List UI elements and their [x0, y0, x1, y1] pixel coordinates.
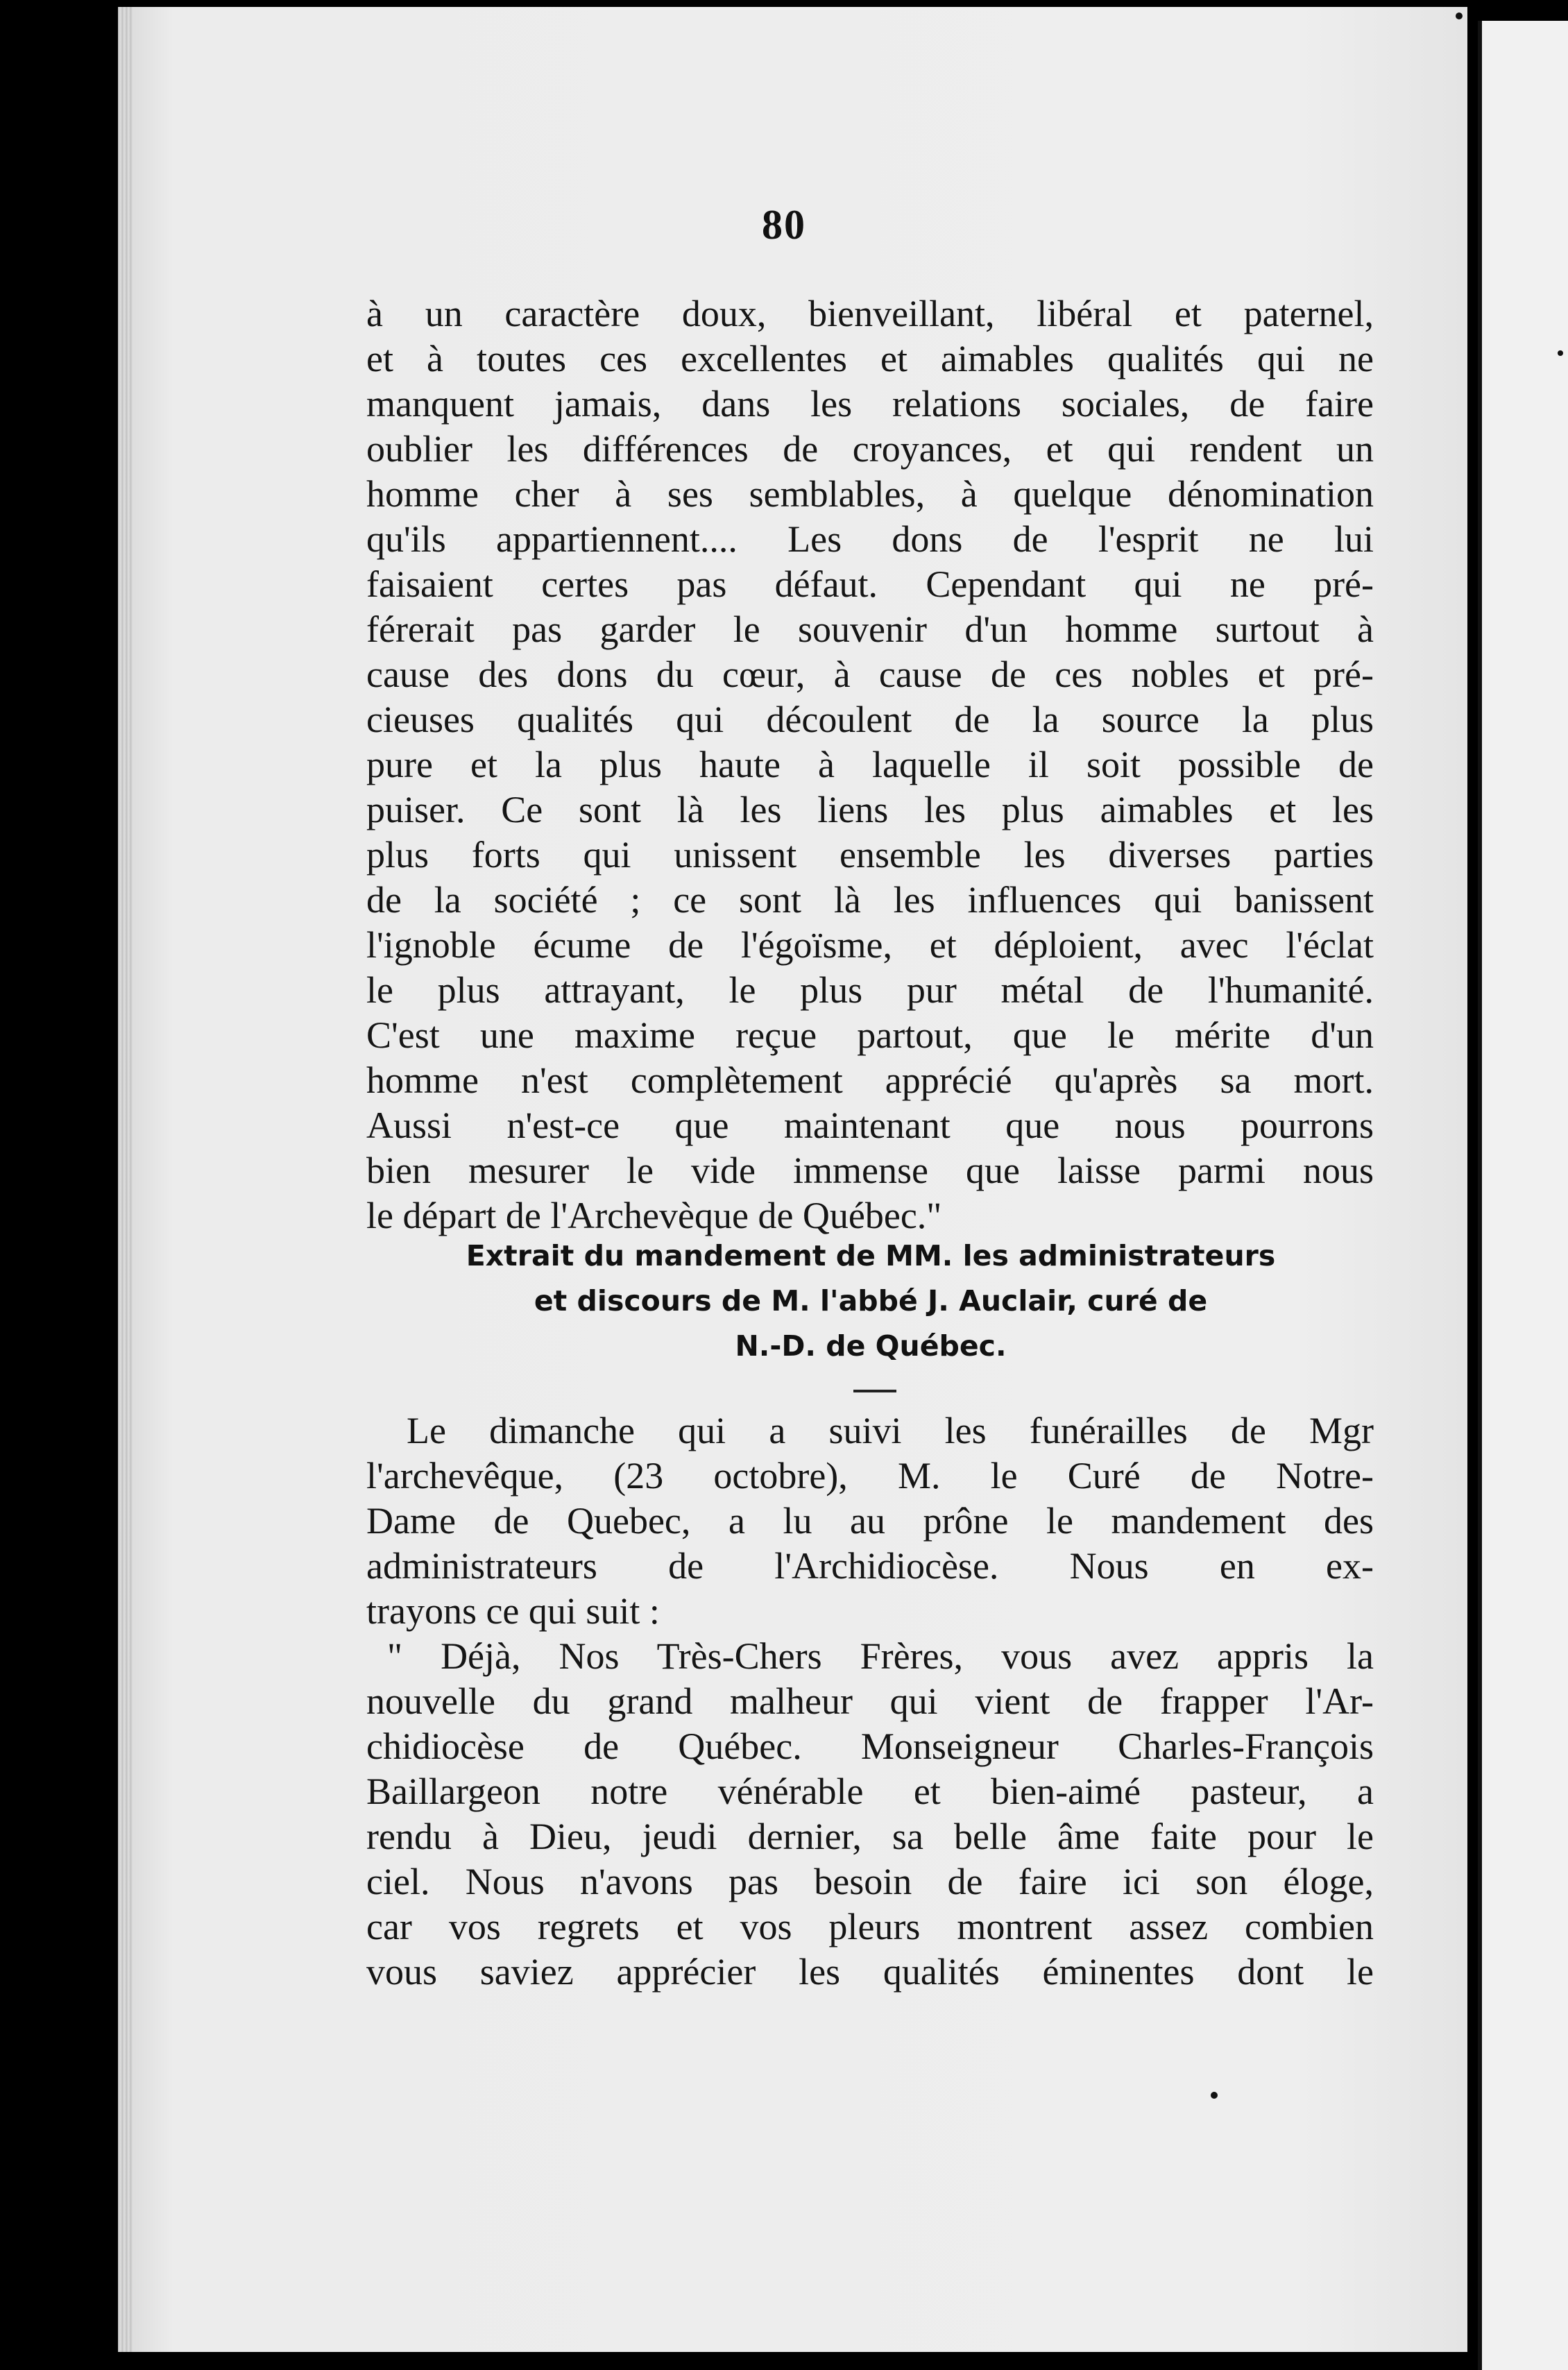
text-line: vous saviez apprécier les qualités éminentes dont le	[366, 1951, 1374, 1993]
paragraph-2	[366, 1408, 1374, 1634]
text-line: rendu à Dieu, jeudi dernier, sa belle âme faite pour le	[366, 1816, 1374, 1857]
text-line: et à toutes ces excellentes et aimables qualités qui ne	[366, 338, 1374, 380]
text-line: homme n'est complètement apprécié qu'après sa mort.	[366, 1059, 1374, 1101]
text-line: homme cher à ses semblables, à quelque dénomination	[366, 473, 1374, 515]
text-line: nouvelle du grand malheur qui vient de frapper l'Ar-	[366, 1680, 1374, 1722]
text-line: administrateurs de l'Archidiocèse. Nous en ex-	[366, 1545, 1374, 1587]
separator-rule	[853, 1390, 896, 1392]
text-line: " Déjà, Nos Très-Chers Frères, vous avez appris la	[387, 1635, 1374, 1677]
text-line: Aussi n'est-ce que maintenant que nous pourrons	[366, 1105, 1374, 1146]
text-line: trayons ce qui suit :	[366, 1590, 660, 1632]
text-line: Dame de Quebec, a lu au prône le mandement des	[366, 1500, 1374, 1542]
text-line: ciel. Nous n'avons pas besoin de faire ici son éloge,	[366, 1861, 1374, 1902]
section-heading	[361, 1234, 1381, 1369]
heading-line: et discours de M. l'abbé J. Auclair, curé de	[534, 1284, 1208, 1318]
scan-speck	[1211, 2092, 1218, 2099]
text-line: cieuses qualités qui découlent de la source la plus	[366, 699, 1374, 740]
text-line: l'ignoble écume de l'égoïsme, et déploient, avec l'éclat	[366, 924, 1374, 966]
text-line: l'archevêque, (23 octobre), M. le Curé de Notre-	[366, 1455, 1374, 1497]
text-line: Baillargeon notre vénérable et bien-aimé pasteur, a	[366, 1771, 1374, 1812]
page-edge	[118, 7, 133, 2352]
text-line: de la société ; ce sont là les influences qui banissent	[366, 879, 1374, 921]
text-line: qu'ils appartiennent.... Les dons de l'esprit ne lui	[366, 518, 1374, 560]
text-line: bien mesurer le vide immense que laisse parmi nous	[366, 1150, 1374, 1191]
text-line: le départ de l'Archevèque de Québec."	[366, 1195, 942, 1236]
text-line: chidiocèse de Québec. Monseigneur Charles-François	[366, 1725, 1374, 1767]
paragraph-1	[366, 291, 1374, 1238]
text-line: cause des dons du cœur, à cause de ces nobles et pré-	[366, 654, 1374, 695]
text-line: le plus attrayant, le plus pur métal de l'humanité.	[366, 969, 1374, 1011]
text-line: C'est une maxime reçue partout, que le mérite d'un	[366, 1014, 1374, 1056]
text-line: férerait pas garder le souvenir d'un homme surtout à	[366, 608, 1374, 650]
paragraph-3	[366, 1634, 1374, 1995]
text-line: à un caractère doux, bienveillant, libéral et paternel,	[366, 293, 1374, 334]
text-line: Le dimanche qui a suivi les funérailles de Mgr	[407, 1410, 1374, 1451]
text-line: pure et la plus haute à laquelle il soit possible de	[366, 744, 1374, 785]
text-line: car vos regrets et vos pleurs montrent assez combien	[366, 1906, 1374, 1947]
text-line: oublier les différences de croyances, et qui rendent un	[366, 428, 1374, 470]
heading-line: N.-D. de Québec.	[735, 1329, 1007, 1363]
heading-line: Extrait du mandement de MM. les administrateurs	[466, 1239, 1276, 1272]
text-line: puiser. Ce sont là les liens les plus aimables et les	[366, 789, 1374, 830]
text-line: manquent jamais, dans les relations sociales, de faire	[366, 383, 1374, 425]
scan-speck	[1456, 12, 1463, 19]
text-line: faisaient certes pas défaut. Cependant qui ne pré-	[366, 563, 1374, 605]
facing-page-edge	[1478, 21, 1568, 2370]
scan-speck	[1558, 350, 1563, 356]
text-line: plus forts qui unissent ensemble les diverses parties	[366, 834, 1374, 876]
page-number: 80	[762, 202, 806, 248]
